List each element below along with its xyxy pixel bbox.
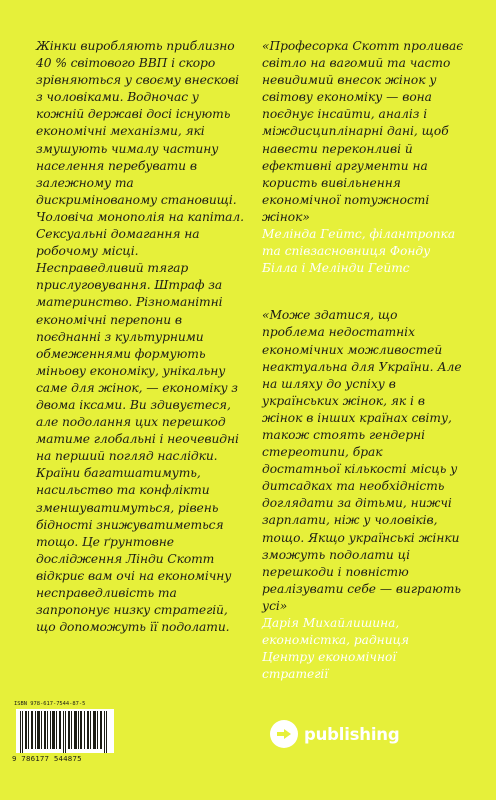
barcode-digits: 9 786177 544875 xyxy=(12,754,82,763)
publisher-logo xyxy=(270,720,399,748)
description-column xyxy=(36,38,246,636)
review-attribution: Дарія Михайлишина, економістка, радниця Центру економічної стратегії xyxy=(262,616,410,682)
barcode-bars xyxy=(16,709,114,753)
publisher-name: publishing xyxy=(304,724,400,744)
barcode xyxy=(12,697,122,767)
review-attribution: Мелінда Гейтс, філантропка та співзасновниця Фонду Білла і Мелінди Гейтс xyxy=(262,227,456,276)
review-gates xyxy=(262,38,464,277)
review-mykhailyshyna xyxy=(262,307,464,683)
book-description: Жінки виробляють приблизно 40 % світового ВВП і скоро зрівняються у своєму внескові з чоловіками. Водночас у кожній державі досі існують економічні механізми, які змушують чималу частину населення перебувати в залежному та дискримінованому становищі. Чоловіча монополія на капітал. Сексуальні домагання на робочому місці. Несправедливий тягар прислуговування. Штраф за материнство. Різноманітні економічні перепони в поєднанні з культурними обмеженнями формують міньову економіку, унікальну саме для жінок, — економіку з двома іксами. Ви здивуєтеся, але подолання цих перешкод матиме глобальні і неочевидні на перший погляд наслідки. Країни багатшатимуть, насильство та конфлікти зменшуватимуться, рівень бідності знижуватиметься тощо. Це ґрунтовне дослідження Лінди Скотт відкриє вам очі на економічну несправедливість та запропонує низку стратегій, що допоможуть її подолати. xyxy=(36,39,244,635)
reviews-column xyxy=(262,38,464,683)
review-quote: «Професорка Скотт проливає світло на вагомий та часто невидимий внесок жінок у світову економіку — вона поєднує інсайти, аналіз і міждисциплінарні дані, щоб навести переконливі й ефективні аргументи на користь вивільнення економічної потужності жінок» xyxy=(262,39,464,224)
publisher-mark-icon xyxy=(270,720,298,748)
review-quote: «Може здатися, що проблема недостатніх економічних можливостей неактуальна для України. Але на шляху до успіху в українських жінок, як і в жінок в інших країнах світу, також стоять гендерні стереотипи, брак достатньої кількості місць у дитсадках та необхідність доглядати за дітьми, нижчі зарплати, ніж у чоловіків, тощо. Якщо українські жінки зможуть подолати ці перешкоди і повністю реалізувати себе — виграють усі» xyxy=(262,308,462,613)
isbn-label: ISBN 978-617-7544-87-5 xyxy=(14,701,86,707)
